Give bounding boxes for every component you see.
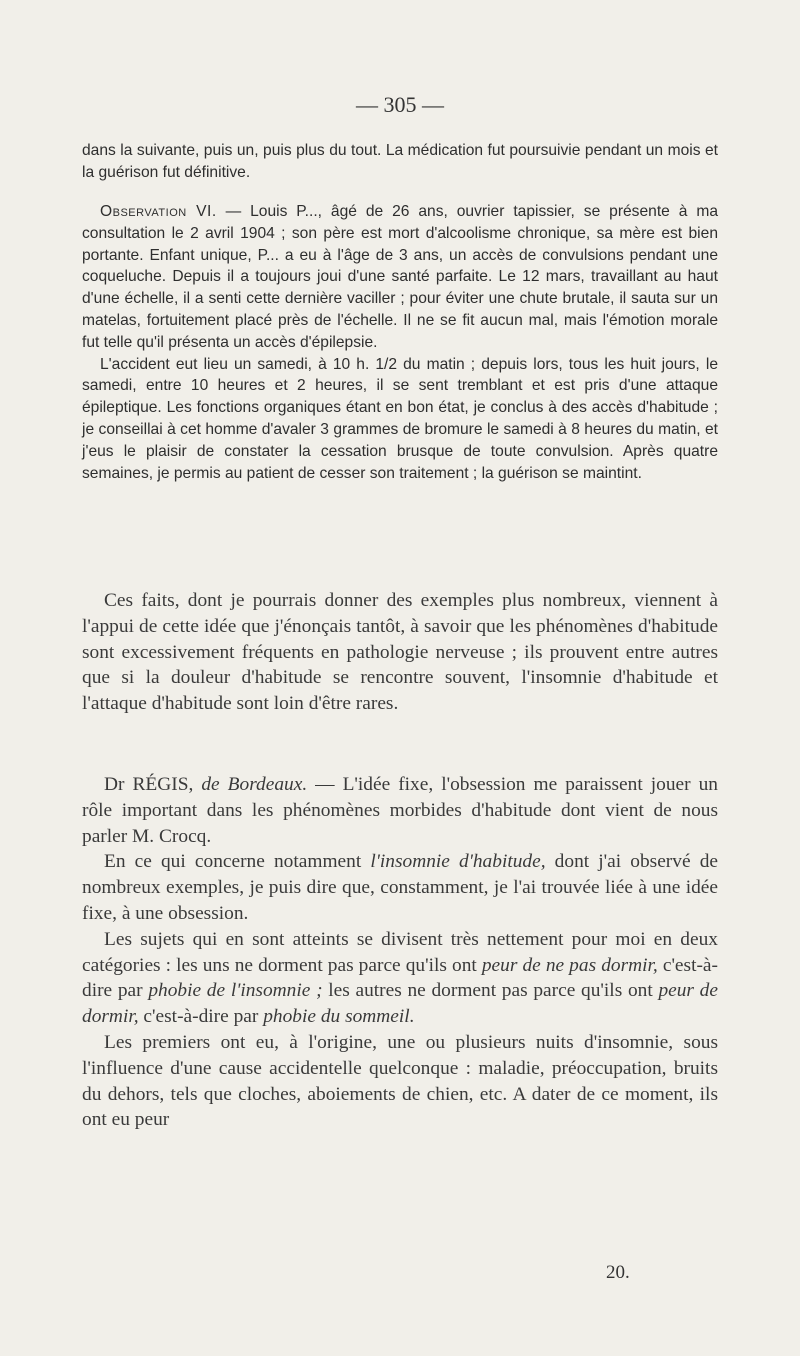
categories-e4: phobie du sommeil. (263, 1006, 415, 1028)
observation-six-text: — Louis P..., âgé de 26 ans, ouvrier tapissier, se présente à ma consultation le 2 avril 1904 ; son père est mort d'alcoolisme chronique, sa mère est bien portante. Enfant unique, P... a eu à l'âge de 3 ans, un accès de convulsions pendant une coqueluche. Depuis il a toujours joui d'une santé parfaite. Le 12 mars, travaillant au haut d'une échelle, il a senti cette dernière vaciller ; pour éviter une chute brutale, il sauta sur un matelas, fortuitement placé près de l'échelle. Il ne se fit aucun mal, mais l'émotion morale fut telle qu'il présenta un accès d'épilepsie. (82, 203, 718, 351)
insomnie-pre: En ce qui concerne notamment (104, 851, 371, 873)
signature-mark: 20. (606, 1262, 630, 1283)
regis-paragraph (82, 772, 718, 849)
regis-speaker: Dr RÉGIS, (104, 774, 202, 795)
regis-affiliation: de Bordeaux. (201, 774, 308, 795)
observation-continuation-block (82, 140, 718, 184)
insomnie-paragraph (82, 849, 718, 926)
categories-t4: c'est-à-dire par (138, 1006, 264, 1028)
page-number: — 305 — (356, 92, 444, 117)
categories-e1: peur de ne pas dormir, (481, 954, 658, 976)
conclusion-paragraph: Ces faits, dont je pourrais donner des exemples plus nombreux, viennent à l'appui de cette idée que j'énonçais tantôt, à savoir que les phénomènes d'habitude sont excessivement fréquents en pathologie nerveuse ; ils prouvent entre autres que si la douleur d'habitude se rencontre souvent, l'insomnie d'habitude et l'attaque d'habitude sont loin d'être rares. (82, 590, 718, 715)
insomnie-emph: l'insomnie d'habitude, (370, 851, 546, 873)
observation-six-followup: L'accident eut lieu un samedi, à 10 h. 1/2 du matin ; depuis lors, tous les huit jours, le samedi, entre 10 heures et 2 heures, il se sent tremblant et est pris d'une attaque épileptique. Les fonctions organiques étant en bon état, je conclus à des accès d'habitude ; je conseillai à cet homme d'avaler 3 grammes de bromure le samedi à 8 heures du matin, et j'eus le plaisir de constater la cessation brusque de toute convulsion. Après quatre semaines, je permis au patient de cesser son traitement ; la guérison se maintint. (82, 355, 718, 482)
categories-e2: phobie de l'insomnie ; (148, 980, 323, 1002)
categories-t3: les autres ne dorment pas parce qu'ils ont (322, 980, 659, 1002)
insomnie-post: dont j'ai observé de nombreux exemples, je puis dire que, constamment, je l'ai trouvée liée à une idée fixe, à une obsession. (82, 851, 718, 924)
conclusion-block (82, 588, 718, 717)
discussion-block (82, 772, 718, 1133)
categories-t1: Les sujets qui en sont atteints se divisent très nettement pour moi en deux catégories : les uns ne dorment pas parce qu'ils ont (82, 928, 718, 976)
observation-continuation-text: dans la suivante, puis un, puis plus du tout. La médication fut poursuivie pendant un mois et la guérison fut définitive. (82, 142, 718, 181)
observation-six-block (82, 201, 718, 484)
premiers-paragraph: Les premiers ont eu, à l'origine, une ou plusieurs nuits d'insomnie, sous l'influence d'une cause accidentelle quelconque : maladie, préoccupation, bruits du dehors, tels que cloches, aboiements de chien, etc. A dater de ce moment, ils ont eu peur (82, 1031, 718, 1131)
categories-e3: peur de dormir, (82, 980, 718, 1028)
observation-label: Observation VI. (100, 203, 217, 220)
observation-six-paragraph (82, 201, 718, 354)
categories-t2: c'est-à-dire par (82, 954, 718, 1002)
categories-paragraph (82, 927, 718, 1030)
regis-text: — L'idée fixe, l'obsession me paraissent jouer un rôle important dans les phénomènes morbides d'habitude dont vient de nous parler M. Crocq. (82, 774, 718, 847)
